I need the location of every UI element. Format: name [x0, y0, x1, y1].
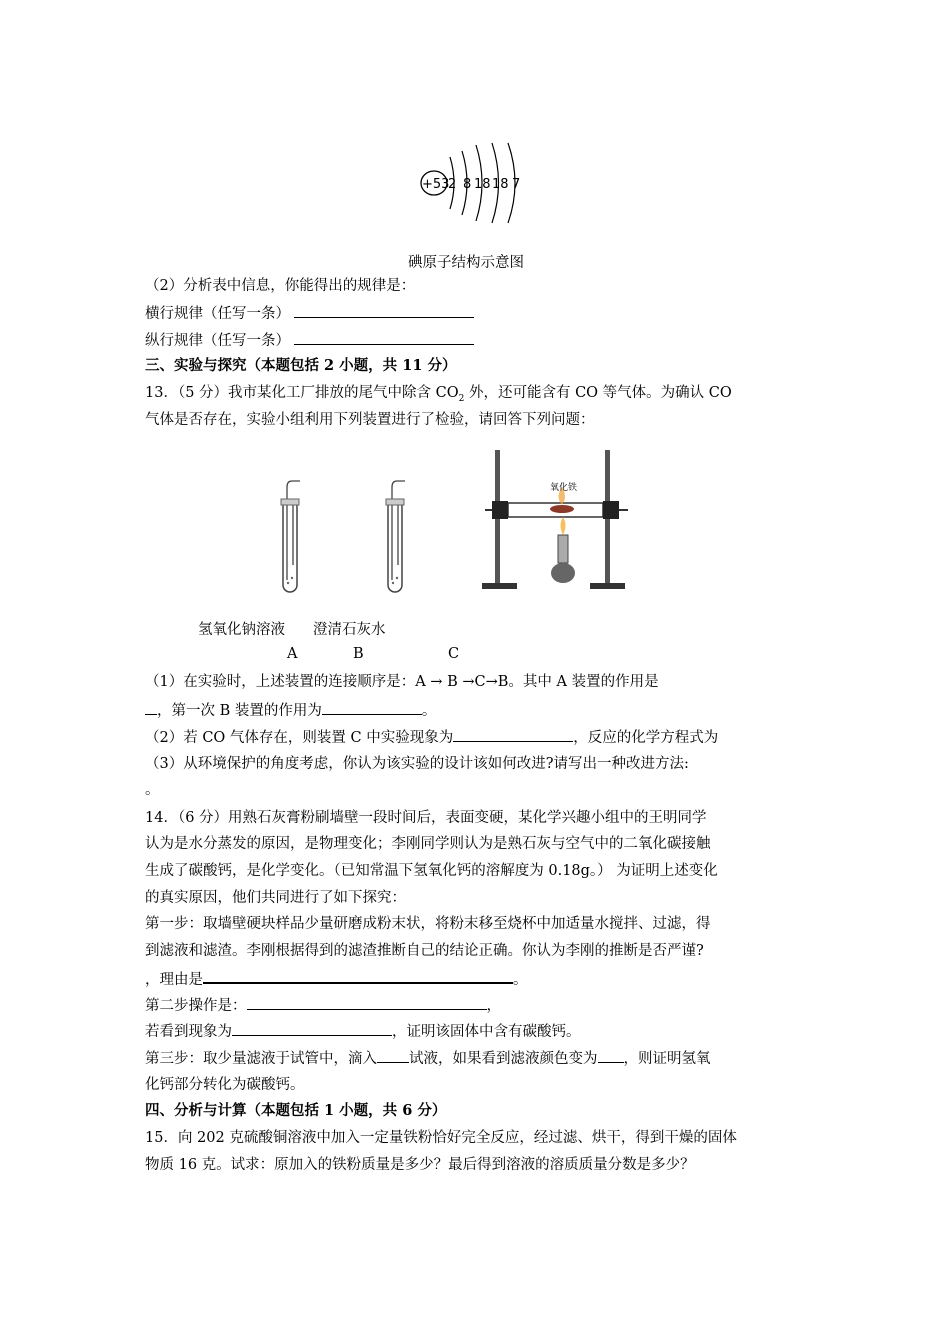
section-3-heading: 三、实验与探究（本题包括 2 小题，共 11 分） — [145, 357, 457, 374]
shell-4: 18 — [492, 177, 509, 192]
naoh-label: 氢氧化钠溶液 — [198, 622, 285, 638]
nucleus-label: +53 — [422, 177, 450, 192]
q14-step2-a — [145, 995, 501, 1016]
shell-3: 18 — [474, 177, 491, 192]
q14-line-a: 14．（6 分）用熟石灰膏粉刷墙壁一段时间后，表面变硬，某化学兴趣小组中的王明同学 — [145, 810, 707, 826]
q14-step2-b — [145, 1021, 581, 1042]
q14-step1-a: 第一步：取墙壁硬块样品少量研磨成粉末状，将粉末移至烧杯中加适量水搅拌、过滤，得 — [145, 916, 711, 932]
q13-text-a-rest: 外，还可能含有 CO 等气体。为确认 CO — [464, 385, 732, 401]
q14-step3-a — [145, 1048, 711, 1069]
step2-label: 第二步操作是： — [145, 998, 247, 1014]
step3-mid: 试液，如果看到滤液颜色变为 — [409, 1051, 598, 1067]
step3-text: 第三步：取少量滤液于试管中，滴入 — [145, 1051, 377, 1067]
reduction-apparatus-c — [482, 450, 628, 589]
test-tube-b — [386, 481, 405, 592]
q13-line-a — [145, 383, 732, 409]
q14-step3-b: 化钙部分转化为碳酸钙。 — [145, 1077, 305, 1093]
letter-b: B — [353, 646, 364, 662]
col-rule-label: 纵行规律（任写一条） — [145, 333, 290, 349]
q15-line-a: 15．向 202 克硫酸铜溶液中加入一定量铁粉恰好完全反应，经过滤、烘干，得到干燥的固体 — [145, 1130, 737, 1146]
q14-line-c: 生成了碳酸钙，是化学变化。（已知常温下氢氧化钙的溶解度为 0.18g。） 为证明上述变化 — [145, 863, 718, 879]
phenomenon-blank[interactable] — [453, 727, 573, 742]
q14-line-d: 的真实原因，他们共同进行了如下探究： — [145, 890, 406, 906]
atom-caption: 碘原子结构示意图 — [408, 255, 524, 271]
fe2o3-label: 氧化铁 — [550, 483, 578, 493]
q13-2-line — [145, 727, 718, 748]
phenomenon2-blank[interactable] — [232, 1021, 392, 1036]
q13-1-line-b — [145, 700, 436, 721]
a-function-blank[interactable] — [145, 700, 157, 715]
q13-1b-end: 。 — [421, 703, 437, 719]
row-rule-label: 横行规律（任写一条） — [145, 306, 290, 322]
q13-3-line: （3）从环境保护的角度考虑，你认为该实验的设计该如何改进?请写出一种改进方法: — [145, 756, 689, 772]
limewater-label: 澄清石灰水 — [313, 622, 386, 638]
reason-end: 。 — [513, 972, 528, 988]
step2-end: ， — [486, 998, 501, 1014]
q13-2a-text: （2）若 CO 气体存在，则装置 C 中实验现象为 — [145, 730, 454, 746]
section-4-heading: 四、分析与计算（本题包括 1 小题，共 6 分） — [145, 1102, 447, 1119]
shell-5: 7 — [512, 177, 521, 192]
apparatus-figure — [270, 445, 670, 605]
col-rule-line — [145, 330, 474, 351]
row-rule-blank[interactable] — [294, 303, 474, 318]
phenomenon-label: 若看到现象为 — [145, 1024, 232, 1040]
col-rule-blank[interactable] — [294, 330, 474, 345]
q15-line-b: 物质 16 克。试求：原加入的铁粉质量是多少？最后得到溶液的溶质质量分数是多少？ — [145, 1157, 695, 1173]
letter-c: C — [448, 646, 460, 662]
co2-subscript: 2 — [458, 393, 465, 404]
q12-2-line: （2）分析表中信息，你能得出的规律是： — [145, 278, 416, 294]
row-rule-line — [145, 303, 474, 324]
q13-text-a: 13．（5 分）我市某化工厂排放的尾气中除含 CO — [145, 385, 459, 401]
letter-a: A — [287, 646, 298, 662]
step2-blank[interactable] — [247, 995, 487, 1010]
q14-step1-b: 到滤液和滤渣。李刚根据得到的滤渣推断自己的结论正确。你认为李刚的推断是否严谨? — [145, 943, 704, 959]
reason-blank[interactable] — [203, 968, 513, 984]
q13-2b-text: ，反应的化学方程式为 — [573, 730, 719, 746]
iodine-atom-diagram — [410, 135, 540, 235]
color-blank[interactable] — [598, 1048, 624, 1063]
b-function-blank[interactable] — [322, 700, 422, 715]
indicator-blank[interactable] — [377, 1048, 409, 1063]
phenomenon2-end: ，证明该固体中含有碳酸钙。 — [392, 1024, 581, 1040]
step3-end: ，则证明氢氧 — [623, 1051, 711, 1067]
q13-1-line-a: （1）在实验时，上述装置的连接顺序是：A → B →C→B。其中 A 装置的作用是 — [145, 674, 659, 690]
shell-2: 8 — [463, 177, 472, 192]
q13-1b-text: ，第一次 B 装置的作用为 — [157, 703, 322, 719]
shell-1: 2 — [448, 177, 457, 192]
q14-step1-c — [145, 968, 528, 990]
q14-line-b: 认为是水分蒸发的原因，是物理变化；李刚同学则认为是熟石灰与空气中的二氧化碳接触 — [145, 836, 711, 852]
test-tube-a — [281, 481, 300, 592]
q13-line-b: 气体是否存在，实验小组利用下列装置进行了检验，请回答下列问题： — [145, 412, 595, 428]
q13-3-end: 。 — [145, 782, 160, 798]
reason-label: ，理由是 — [145, 972, 203, 988]
